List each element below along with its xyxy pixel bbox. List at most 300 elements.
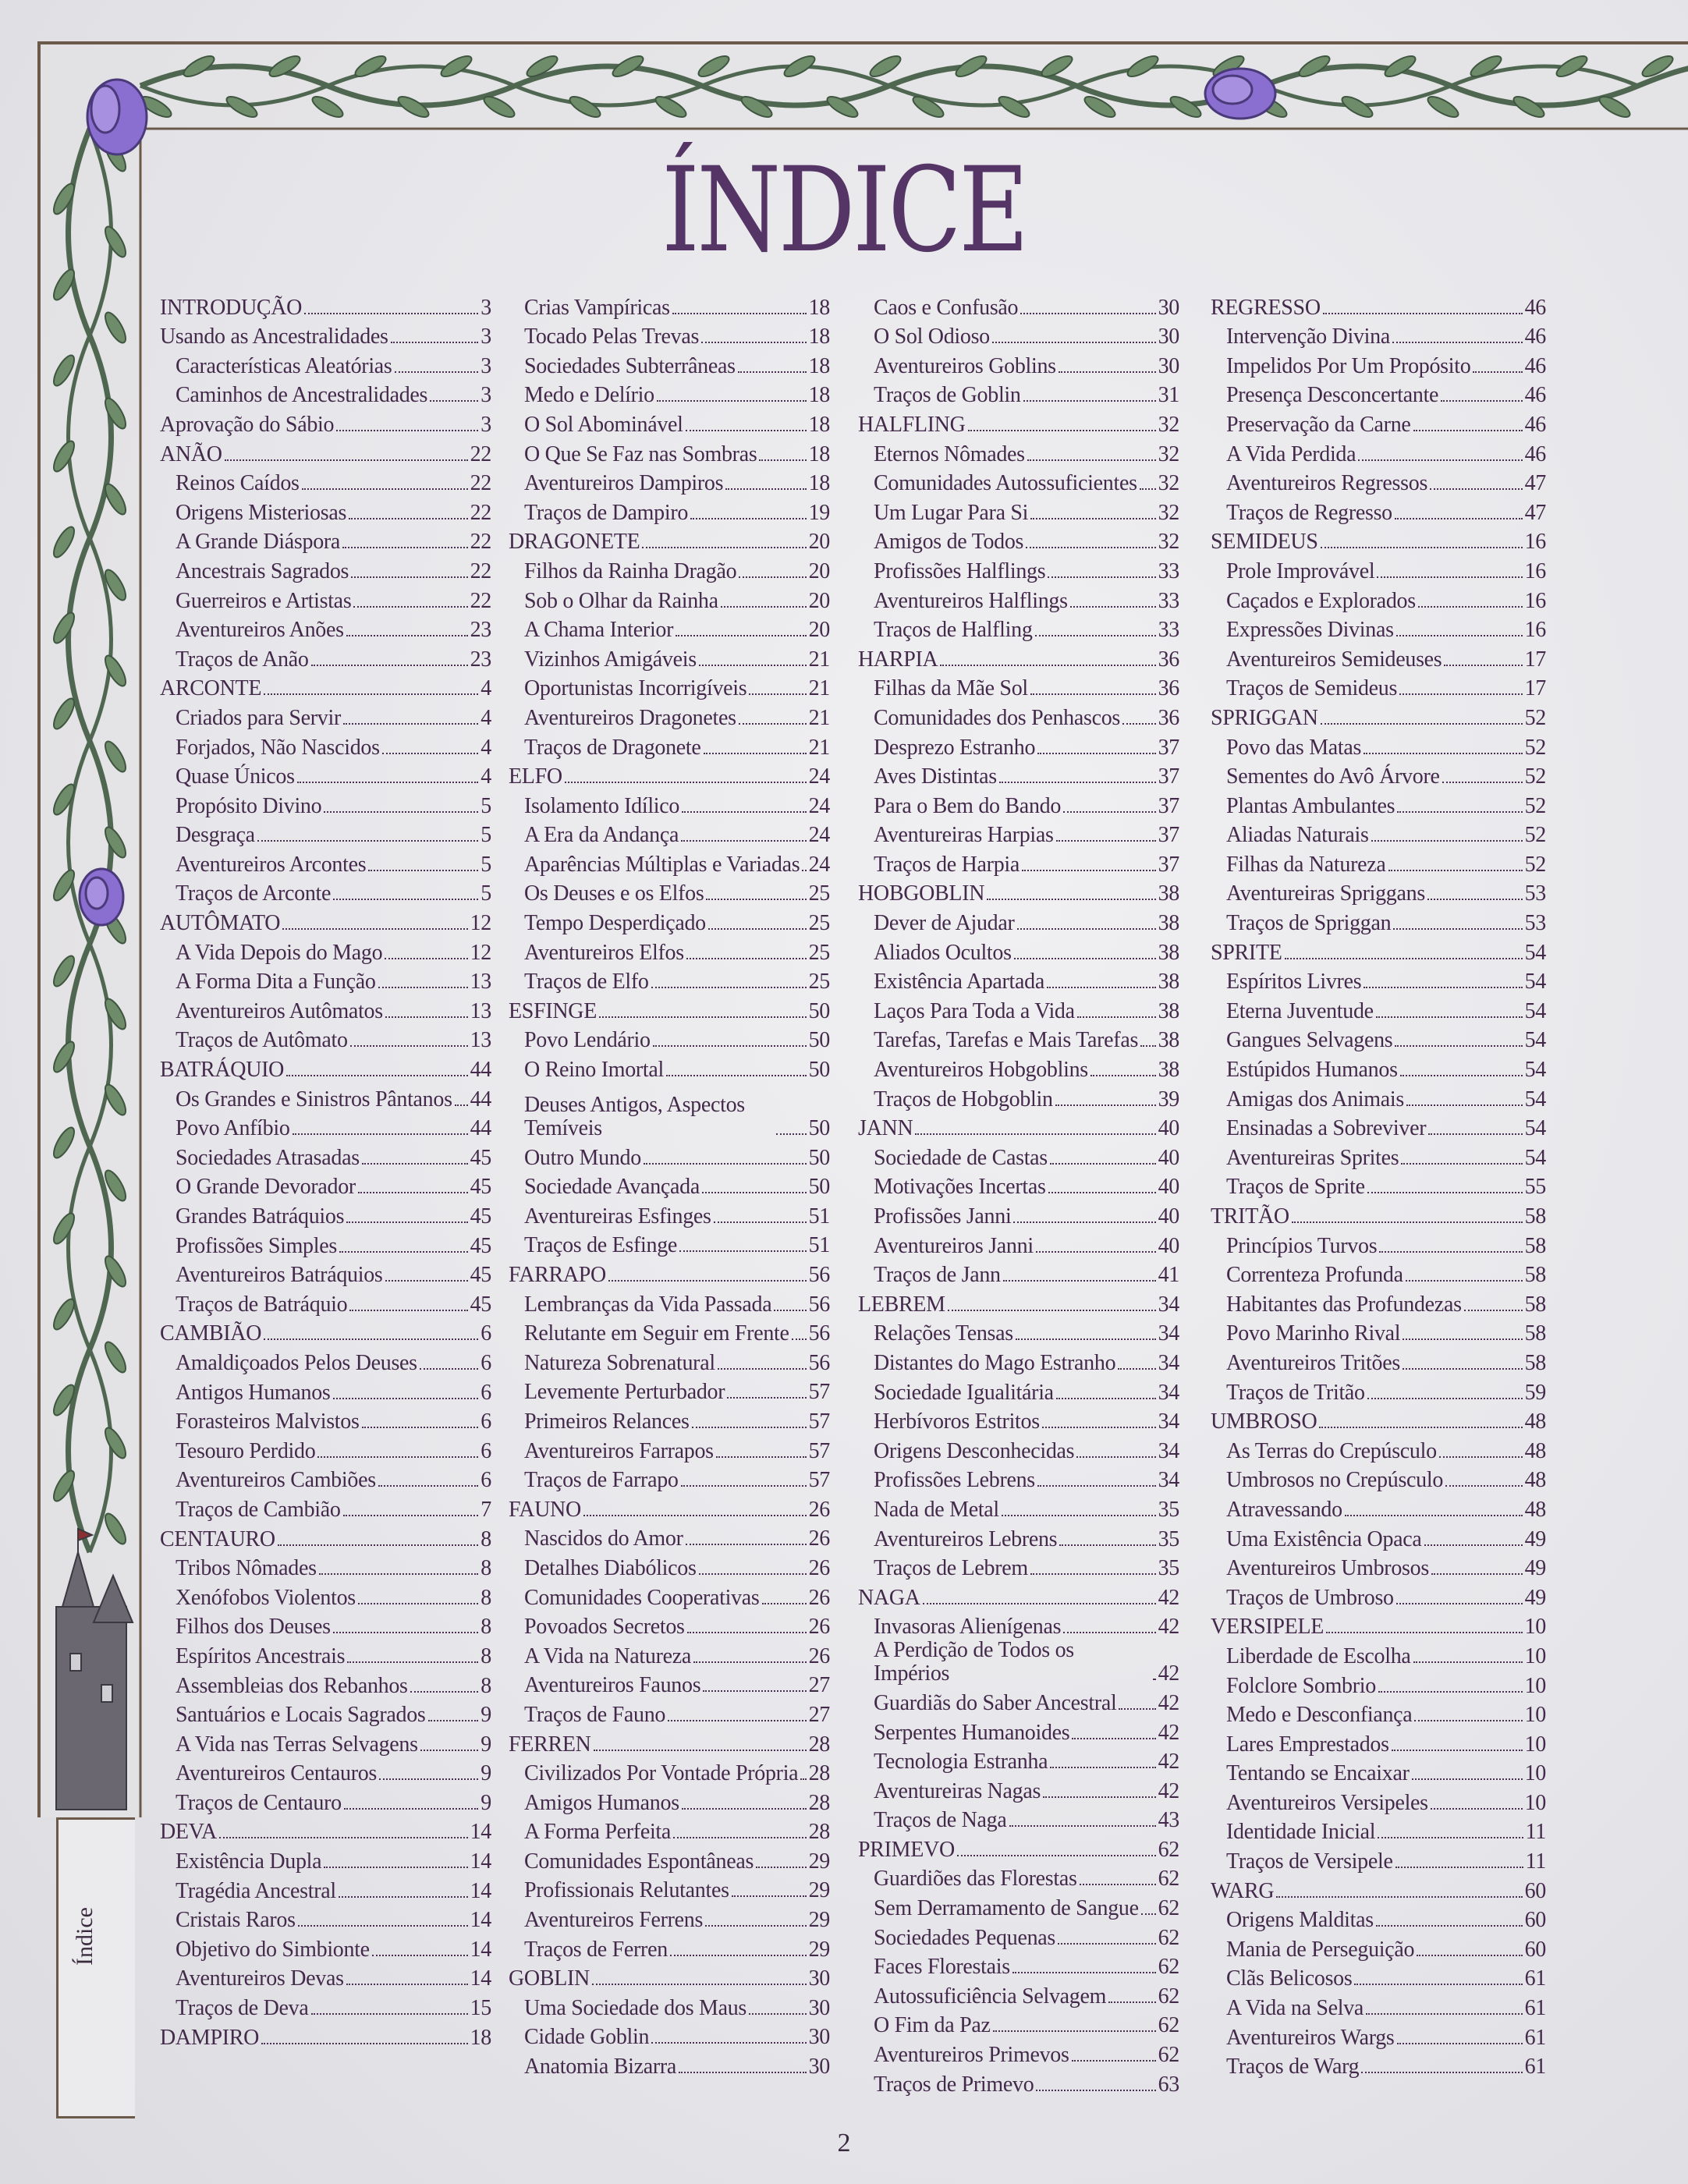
dot-leader: [1056, 840, 1156, 842]
toc-entry[interactable]: [858, 906, 1179, 935]
dot-leader: [1050, 1767, 1155, 1768]
toc-entry-title: SEMIDEUS: [1211, 530, 1318, 555]
toc-entry-page: 48: [1524, 1497, 1546, 1522]
toc-entry[interactable]: [509, 1874, 830, 1903]
dot-leader: [1022, 870, 1156, 871]
toc-section-entry[interactable]: [1211, 1610, 1546, 1640]
toc-entry[interactable]: [160, 1874, 491, 1903]
toc-entry[interactable]: [858, 1803, 1179, 1833]
toc-entry[interactable]: [509, 1991, 830, 2020]
toc-section-entry[interactable]: [160, 672, 491, 701]
toc-entry[interactable]: [1211, 349, 1546, 378]
toc-entry[interactable]: [160, 1991, 491, 2020]
toc-entry[interactable]: [160, 642, 491, 672]
toc-entry-page: 52: [1524, 823, 1546, 848]
toc-entry[interactable]: [858, 1610, 1179, 1640]
toc-entry-page: 4: [481, 676, 491, 701]
toc-entry[interactable]: [1211, 1434, 1546, 1463]
toc-entry[interactable]: [1211, 730, 1546, 760]
toc-entry[interactable]: [509, 2049, 830, 2079]
toc-section-entry[interactable]: [509, 994, 830, 1023]
toc-section-entry[interactable]: [160, 906, 491, 935]
toc-entry[interactable]: [1211, 1639, 1546, 1668]
toc-entry[interactable]: [1211, 1082, 1546, 1112]
toc-entry[interactable]: [160, 818, 491, 848]
toc-section-entry[interactable]: [509, 525, 830, 555]
toc-entry[interactable]: [160, 525, 491, 555]
toc-entry[interactable]: [858, 613, 1179, 643]
toc-entry[interactable]: [509, 906, 830, 935]
toc-section-entry[interactable]: [1211, 1874, 1546, 1903]
toc-entry[interactable]: [1211, 1140, 1546, 1170]
toc-entry[interactable]: [160, 613, 491, 643]
toc-entry[interactable]: [509, 1522, 830, 1551]
toc-entry[interactable]: [160, 349, 491, 378]
toc-entry[interactable]: [160, 1757, 491, 1786]
toc-entry[interactable]: [858, 965, 1179, 994]
toc-entry[interactable]: [858, 1862, 1179, 1892]
toc-entry-page: 22: [470, 530, 491, 555]
toc-entry[interactable]: [858, 700, 1179, 730]
toc-entry[interactable]: [509, 1610, 830, 1640]
toc-entry[interactable]: [1211, 760, 1546, 789]
toc-entry[interactable]: [858, 349, 1179, 378]
toc-entry[interactable]: [509, 554, 830, 583]
dot-leader: [1030, 518, 1155, 519]
toc-entry[interactable]: [509, 1757, 830, 1786]
toc-entry[interactable]: [160, 1785, 491, 1815]
toc-entry[interactable]: [509, 672, 830, 701]
toc-entry[interactable]: [160, 495, 491, 525]
toc-entry[interactable]: [1211, 466, 1546, 496]
toc-entry[interactable]: [858, 1745, 1179, 1774]
dot-leader: [651, 2042, 806, 2044]
toc-entry[interactable]: [509, 1551, 830, 1580]
toc-entry[interactable]: [858, 290, 1179, 320]
toc-entry[interactable]: [509, 1228, 830, 1258]
dot-leader: [1076, 1456, 1155, 1458]
toc-entry[interactable]: [509, 642, 830, 672]
toc-entry[interactable]: [1211, 1317, 1546, 1346]
toc-entry[interactable]: [858, 320, 1179, 349]
toc-entry[interactable]: [160, 1434, 491, 1463]
toc-entry[interactable]: [1211, 1463, 1546, 1493]
toc-entry[interactable]: [1211, 1815, 1546, 1845]
toc-section-entry[interactable]: [160, 1522, 491, 1551]
toc-entry[interactable]: [1211, 1698, 1546, 1728]
toc-entry[interactable]: [160, 1844, 491, 1874]
toc-entry[interactable]: [858, 1140, 1179, 1170]
toc-entry[interactable]: [160, 935, 491, 965]
toc-entry[interactable]: [160, 994, 491, 1023]
toc-entry[interactable]: [509, 1375, 830, 1405]
toc-entry[interactable]: [858, 730, 1179, 760]
toc-entry[interactable]: [858, 1686, 1179, 1715]
toc-entry[interactable]: [858, 495, 1179, 525]
toc-entry[interactable]: [1211, 2050, 1546, 2079]
toc-entry-title: Comunidades Espontâneas: [524, 1849, 754, 1874]
toc-entry[interactable]: [160, 1170, 491, 1200]
toc-entry[interactable]: [509, 2020, 830, 2050]
toc-entry[interactable]: [1211, 1228, 1546, 1258]
toc-entry[interactable]: [509, 1199, 830, 1228]
toc-entry[interactable]: [160, 1962, 491, 1991]
toc-entry-title: Sociedades Pequenas: [874, 1925, 1056, 1950]
toc-entry[interactable]: [509, 1287, 830, 1317]
toc-section-entry[interactable]: [1211, 1405, 1546, 1434]
dot-leader: [349, 518, 468, 519]
toc-entry[interactable]: [1211, 2020, 1546, 2050]
toc-entry[interactable]: [509, 1815, 830, 1845]
toc-entry[interactable]: [160, 1346, 491, 1375]
toc-entry[interactable]: [1211, 1991, 1546, 2020]
toc-entry[interactable]: [160, 700, 491, 730]
toc-section-entry[interactable]: [858, 1112, 1179, 1141]
toc-entry[interactable]: [160, 789, 491, 818]
toc-entry[interactable]: [1211, 877, 1546, 906]
dot-leader: [1140, 1045, 1156, 1047]
toc-entry[interactable]: [858, 378, 1179, 408]
toc-entry[interactable]: [509, 1785, 830, 1815]
toc-entry[interactable]: [858, 672, 1179, 701]
toc-entry[interactable]: [160, 877, 491, 906]
dot-leader: [410, 1691, 479, 1693]
toc-entry-title: Traços de Batráquio: [176, 1292, 348, 1317]
toc-entry[interactable]: [509, 935, 830, 965]
toc-entry[interactable]: [160, 730, 491, 760]
toc-entry[interactable]: [509, 407, 830, 437]
toc-entry[interactable]: [1211, 1492, 1546, 1522]
toc-section-entry[interactable]: [1211, 525, 1546, 555]
toc-entry[interactable]: [1211, 583, 1546, 613]
toc-entry[interactable]: [1211, 1962, 1546, 1991]
page-title: ÍNDICE: [661, 143, 1027, 278]
toc-entry[interactable]: [1211, 437, 1546, 466]
toc-entry[interactable]: [1211, 1903, 1546, 1933]
toc-entry[interactable]: [509, 1052, 830, 1082]
toc-entry[interactable]: [509, 1346, 830, 1375]
toc-entry-title: Aliados Ocultos: [874, 940, 1012, 965]
toc-entry[interactable]: [858, 1522, 1179, 1551]
toc-entry-page: 34: [1158, 1409, 1179, 1434]
toc-entry[interactable]: [858, 1023, 1179, 1053]
toc-entry[interactable]: [509, 495, 830, 525]
toc-entry[interactable]: [509, 847, 830, 877]
toc-entry[interactable]: [858, 466, 1179, 496]
toc-entry[interactable]: [858, 583, 1179, 613]
toc-entry[interactable]: [858, 1405, 1179, 1434]
dot-leader: [1406, 1280, 1523, 1282]
toc-entry-title: Traços de Sprite: [1226, 1175, 1365, 1200]
toc-entry[interactable]: [160, 1405, 491, 1434]
toc-entry[interactable]: [160, 1668, 491, 1698]
toc-section-entry[interactable]: [160, 2020, 491, 2050]
toc-entry[interactable]: [1211, 613, 1546, 643]
toc-entry[interactable]: [160, 1580, 491, 1610]
toc-entry[interactable]: [858, 1891, 1179, 1920]
toc-entry[interactable]: [509, 349, 830, 378]
toc-section-entry[interactable]: [160, 320, 491, 349]
toc-section-entry[interactable]: [1211, 290, 1546, 320]
toc-section-entry[interactable]: [509, 760, 830, 789]
toc-section-entry[interactable]: [160, 1815, 491, 1845]
toc-entry-page: 54: [1524, 1028, 1546, 1053]
toc-entry[interactable]: [509, 1932, 830, 1962]
toc-entry[interactable]: [1211, 1580, 1546, 1610]
toc-entry[interactable]: [160, 1639, 491, 1668]
toc-entry[interactable]: [858, 1170, 1179, 1200]
toc-entry[interactable]: [160, 847, 491, 877]
toc-entry[interactable]: [509, 1463, 830, 1493]
toc-entry[interactable]: [858, 437, 1179, 466]
toc-entry[interactable]: [509, 1082, 830, 1140]
toc-section-entry[interactable]: [858, 877, 1179, 906]
toc-section-entry[interactable]: [858, 1580, 1179, 1610]
toc-section-entry[interactable]: [160, 290, 491, 320]
dot-leader: [756, 1867, 807, 1868]
toc-entry[interactable]: [1211, 407, 1546, 437]
toc-entry[interactable]: [509, 700, 830, 730]
toc-entry-page: 63: [1158, 2072, 1179, 2097]
toc-entry[interactable]: [858, 1375, 1179, 1405]
toc-entry[interactable]: [1211, 847, 1546, 877]
toc-entry[interactable]: [1211, 320, 1546, 349]
toc-entry[interactable]: [509, 1668, 830, 1698]
toc-entry-page: 3: [481, 412, 491, 437]
toc-section-entry[interactable]: [858, 1832, 1179, 1862]
toc-entry[interactable]: [858, 1774, 1179, 1803]
toc-entry[interactable]: [509, 378, 830, 408]
toc-section-entry[interactable]: [858, 1287, 1179, 1317]
toc-entry[interactable]: [509, 437, 830, 466]
toc-section-entry[interactable]: [509, 1962, 830, 1991]
toc-section-entry[interactable]: [1211, 700, 1546, 730]
dot-leader: [1030, 693, 1156, 695]
toc-entry[interactable]: [858, 1052, 1179, 1082]
toc-section-entry[interactable]: [509, 1257, 830, 1287]
toc-entry[interactable]: [509, 1639, 830, 1668]
toc-entry[interactable]: [1211, 1522, 1546, 1551]
toc-entry-page: 34: [1158, 1380, 1179, 1405]
toc-entry[interactable]: [858, 1317, 1179, 1346]
toc-entry[interactable]: [160, 1082, 491, 1112]
toc-entry[interactable]: [509, 613, 830, 643]
toc-entry-title: Desprezo Estranho: [874, 735, 1036, 760]
toc-entry[interactable]: [1211, 1932, 1546, 1962]
toc-entry[interactable]: [858, 1639, 1179, 1686]
toc-entry[interactable]: [1211, 818, 1546, 848]
toc-entry-page: 36: [1158, 705, 1179, 730]
toc-entry[interactable]: [509, 1434, 830, 1463]
toc-entry[interactable]: [1211, 965, 1546, 994]
toc-entry[interactable]: [1211, 1346, 1546, 1375]
toc-entry-page: 18: [808, 441, 830, 466]
toc-entry-page: 50: [808, 1175, 830, 1200]
toc-entry[interactable]: [1211, 495, 1546, 525]
toc-entry[interactable]: [1211, 642, 1546, 672]
toc-entry[interactable]: [858, 1199, 1179, 1228]
toc-entry[interactable]: [1211, 789, 1546, 818]
toc-entry[interactable]: [858, 1920, 1179, 1950]
toc-entry[interactable]: [509, 818, 830, 848]
toc-entry[interactable]: [509, 466, 830, 496]
toc-entry[interactable]: [1211, 1727, 1546, 1757]
toc-entry[interactable]: [160, 1727, 491, 1757]
toc-entry[interactable]: [1211, 1375, 1546, 1405]
toc-entry[interactable]: [1211, 1287, 1546, 1317]
toc-entry-page: 60: [1524, 1908, 1546, 1933]
toc-section-entry[interactable]: [858, 407, 1179, 437]
dot-leader: [1431, 1573, 1523, 1575]
toc-entry[interactable]: [858, 554, 1179, 583]
toc-entry[interactable]: [858, 789, 1179, 818]
toc-entry-title: Traços de Warg: [1226, 2055, 1360, 2079]
toc-entry-title: Aventureiros Primevos: [874, 2043, 1069, 2068]
toc-entry[interactable]: [509, 1170, 830, 1200]
toc-entry[interactable]: [160, 1258, 491, 1288]
toc-entry[interactable]: [160, 1492, 491, 1522]
toc-entry[interactable]: [160, 554, 491, 583]
toc-entry-title: Traços de Hobgoblin: [874, 1087, 1053, 1112]
toc-entry[interactable]: [160, 1199, 491, 1228]
toc-entry-page: 45: [470, 1145, 491, 1170]
toc-entry[interactable]: [858, 818, 1179, 848]
toc-entry-title: Habitantes das Profundezas: [1226, 1292, 1462, 1317]
toc-entry[interactable]: [160, 1375, 491, 1405]
toc-entry[interactable]: [509, 1844, 830, 1874]
toc-entry[interactable]: [160, 965, 491, 994]
toc-entry[interactable]: [858, 2037, 1179, 2067]
toc-entry[interactable]: [509, 1404, 830, 1434]
toc-section-entry[interactable]: [1211, 1199, 1546, 1228]
toc-entry[interactable]: [858, 1492, 1179, 1522]
toc-entry-title: Criados para Servir: [176, 705, 342, 730]
toc-entry[interactable]: [1211, 1052, 1546, 1082]
toc-entry[interactable]: [160, 1932, 491, 1962]
dot-leader: [701, 342, 806, 343]
toc-entry-page: 60: [1524, 1878, 1546, 1903]
toc-entry[interactable]: [1211, 1757, 1546, 1786]
dot-leader: [749, 2013, 807, 2015]
dot-leader: [1393, 928, 1522, 930]
toc-entry[interactable]: [509, 290, 830, 320]
toc-entry[interactable]: [160, 466, 491, 496]
toc-entry[interactable]: [1211, 672, 1546, 701]
toc-entry[interactable]: [1211, 378, 1546, 408]
toc-entry-title: FARRAPO: [509, 1263, 606, 1287]
toc-entry[interactable]: [509, 789, 830, 818]
toc-entry[interactable]: [160, 1287, 491, 1317]
dot-leader: [915, 1133, 1155, 1135]
toc-entry[interactable]: [1211, 1785, 1546, 1815]
toc-entry-title: Liberdade de Escolha: [1226, 1643, 1411, 1668]
dot-leader: [699, 1573, 807, 1575]
toc-entry[interactable]: [1211, 1023, 1546, 1053]
toc-section-entry[interactable]: [160, 407, 491, 437]
toc-entry[interactable]: [160, 1698, 491, 1728]
toc-entry[interactable]: [160, 1551, 491, 1581]
toc-entry[interactable]: [1211, 1170, 1546, 1200]
toc-entry-title: Clãs Belicosos: [1226, 1966, 1353, 1991]
toc-entry[interactable]: [160, 1228, 491, 1258]
toc-entry[interactable]: [858, 1082, 1179, 1112]
toc-entry-page: 10: [1524, 1615, 1546, 1640]
toc-entry-title: Traços de Fauno: [524, 1702, 666, 1727]
toc-section-entry[interactable]: [1211, 935, 1546, 965]
toc-entry[interactable]: [1211, 554, 1546, 583]
toc-entry-title: Existência Apartada: [874, 970, 1044, 994]
toc-entry[interactable]: [1211, 1668, 1546, 1698]
toc-entry[interactable]: [858, 1463, 1179, 1493]
toc-entry-page: 48: [1524, 1409, 1546, 1434]
toc-entry[interactable]: [160, 1903, 491, 1933]
toc-entry[interactable]: [1211, 1258, 1546, 1288]
toc-section-entry[interactable]: [160, 1052, 491, 1082]
toc-entry[interactable]: [509, 1902, 830, 1932]
toc-entry[interactable]: [858, 2067, 1179, 2097]
toc-entry[interactable]: [1211, 994, 1546, 1023]
toc-entry[interactable]: [509, 1023, 830, 1053]
toc-entry[interactable]: [160, 1112, 491, 1141]
toc-entry[interactable]: [1211, 1112, 1546, 1141]
dot-leader: [1413, 1661, 1523, 1663]
toc-entry[interactable]: [858, 1228, 1179, 1258]
toc-entry[interactable]: [509, 965, 830, 994]
toc-entry-page: 32: [1158, 471, 1179, 496]
toc-entry[interactable]: [509, 1317, 830, 1346]
toc-section-entry[interactable]: [509, 1727, 830, 1757]
toc-section-entry[interactable]: [509, 1492, 830, 1522]
toc-entry[interactable]: [1211, 1844, 1546, 1874]
toc-entry[interactable]: [509, 1697, 830, 1727]
toc-section-entry[interactable]: [858, 642, 1179, 672]
toc-entry[interactable]: [509, 1140, 830, 1170]
toc-entry[interactable]: [509, 877, 830, 906]
toc-entry[interactable]: [1211, 1551, 1546, 1581]
toc-entry[interactable]: [509, 1580, 830, 1610]
toc-entry[interactable]: [858, 2008, 1179, 2038]
toc-entry[interactable]: [858, 1715, 1179, 1745]
toc-entry[interactable]: [160, 583, 491, 613]
toc-entry[interactable]: [858, 1551, 1179, 1581]
toc-section-entry[interactable]: [160, 437, 491, 466]
toc-entry-title: Mania de Perseguição: [1226, 1937, 1415, 1962]
toc-entry[interactable]: [858, 1979, 1179, 2008]
toc-entry[interactable]: [858, 1346, 1179, 1375]
toc-entry[interactable]: [1211, 906, 1546, 935]
toc-entry[interactable]: [509, 583, 830, 613]
toc-entry[interactable]: [858, 1434, 1179, 1463]
toc-entry[interactable]: [160, 378, 491, 408]
toc-entry[interactable]: [858, 935, 1179, 965]
toc-entry[interactable]: [160, 1463, 491, 1493]
toc-entry[interactable]: [858, 1258, 1179, 1288]
dot-leader: [1364, 753, 1522, 754]
toc-entry[interactable]: [858, 1950, 1179, 1980]
toc-entry[interactable]: [858, 847, 1179, 877]
dot-leader: [800, 1778, 806, 1780]
toc-entry[interactable]: [160, 760, 491, 789]
toc-entry[interactable]: [160, 1610, 491, 1640]
toc-entry[interactable]: [509, 730, 830, 760]
toc-entry[interactable]: [160, 1140, 491, 1170]
toc-entry[interactable]: [160, 1023, 491, 1053]
toc-entry[interactable]: [509, 320, 830, 349]
toc-entry[interactable]: [858, 525, 1179, 555]
toc-section-entry[interactable]: [160, 1317, 491, 1346]
toc-entry[interactable]: [858, 760, 1179, 789]
toc-entry[interactable]: [858, 994, 1179, 1023]
